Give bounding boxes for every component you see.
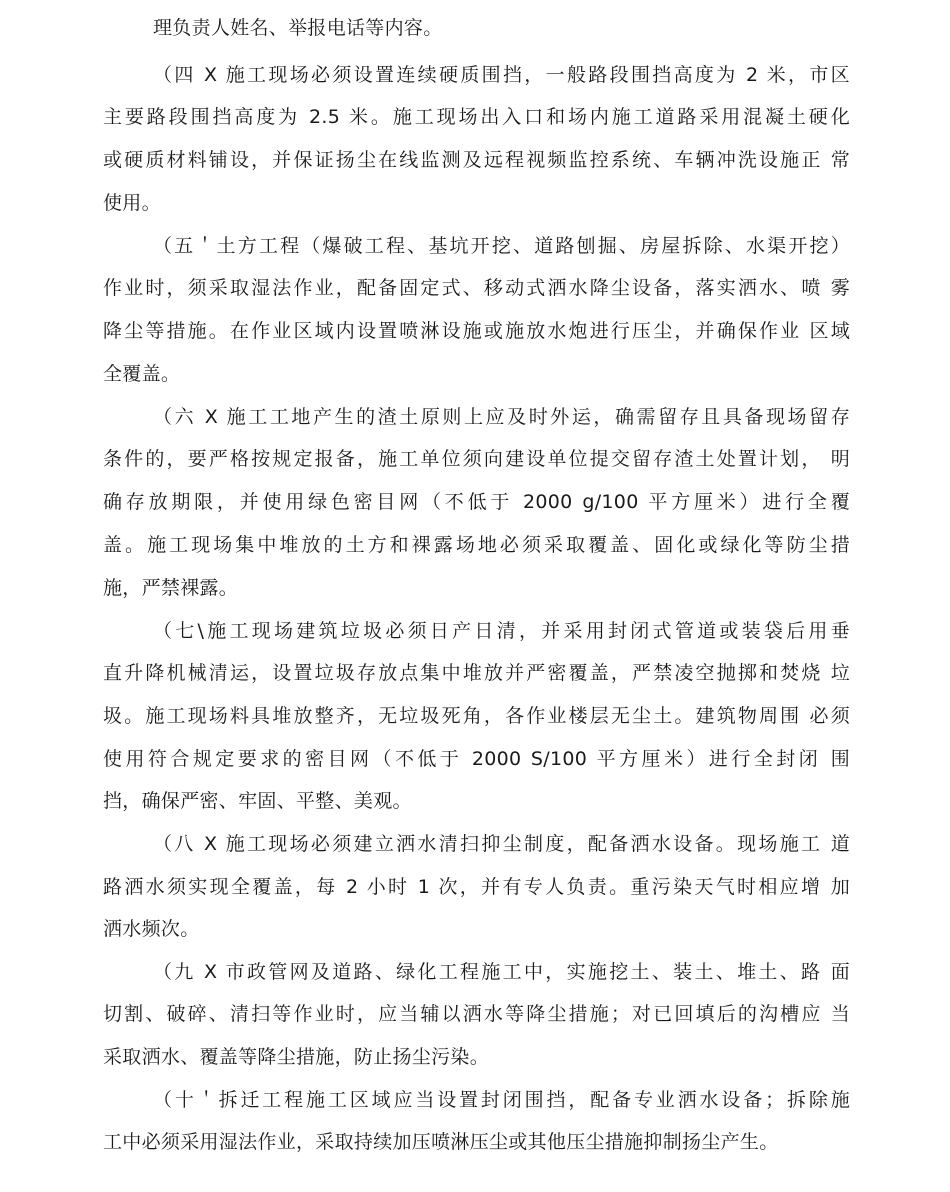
paragraph-line: 理负责人姓名、举报电话等内容。: [153, 17, 443, 39]
paragraph-line: 洒水频次。: [103, 918, 200, 940]
paragraph-line: 使用。: [103, 192, 161, 214]
paragraph-line: 直升降机械清运，设置垃圾存放点集中堆放并严密覆盖，严禁凌空抛掷和焚烧 垃: [103, 662, 850, 684]
paragraph-line: 或硬质材料铺设，并保证扬尘在线监测及远程视频监控系统、车辆冲洗设施正 常: [103, 149, 850, 171]
paragraph-line: （四 X 施工现场必须设置连续硬质围挡，一般路段围挡高度为 2 米，市区: [153, 64, 850, 86]
paragraph-line: 路洒水须实现全覆盖，每 2 小时 1 次，并有专人负责。重污染天气时相应增 加: [103, 876, 850, 898]
paragraph-line: （九 X 市政管网及道路、绿化工程施工中，实施挖土、装土、堆土、路 面: [153, 961, 850, 983]
paragraph-line: （七\施工现场建筑垃圾必须日产日清，并采用封闭式管道或装袋后用垂: [153, 620, 850, 642]
paragraph-line: 圾。施工现场料具堆放整齐，无垃圾死角，各作业楼层无尘土。建筑物周围 必须: [103, 705, 850, 727]
paragraph-line: 主要路段围挡高度为 2.5 米。施工现场出入口和场内施工道路采用混凝土硬化: [103, 106, 850, 128]
paragraph-line: 使用符合规定要求的密目网（不低于 2000 S/100 平方厘米）进行全封闭 围: [103, 748, 850, 770]
paragraph-line: 工中必须采用湿法作业，采取持续加压喷淋压尘或其他压尘措施抑制扬尘产生。: [103, 1131, 779, 1153]
paragraph-line: （五＇土方工程（爆破工程、基坑开挖、道路刨掘、房屋拆除、水渠开挖）: [153, 235, 850, 257]
paragraph-line: 采取洒水、覆盖等降尘措施，防止扬尘污染。: [103, 1046, 490, 1068]
paragraph-line: 全覆盖。: [103, 363, 181, 385]
paragraph-line: 条件的，要严格按规定报备，施工单位须向建设单位提交留存渣土处置计划， 明: [103, 448, 850, 470]
paragraph-line: 确存放期限，并使用绿色密目网（不低于 2000 g/100 平方厘米）进行全覆: [103, 491, 850, 513]
paragraph-line: 降尘等措施。在作业区域内设置喷淋设施或施放水炮进行压尘，并确保作业 区域: [103, 320, 850, 342]
paragraph-line: （六 X 施工工地产生的渣土原则上应及时外运，确需留存且具备现场留存: [153, 406, 850, 428]
paragraph-line: （十＇拆迁工程施工区域应当设置封闭围挡，配备专业洒水设备；拆除施: [153, 1089, 850, 1111]
paragraph-line: 作业时，须采取湿法作业，配备固定式、移动式洒水降尘设备，落实洒水、喷 雾: [103, 277, 850, 299]
paragraph-line: 挡，确保严密、牢固、平整、美观。: [103, 790, 412, 812]
paragraph-line: （八 X 施工现场必须建立洒水清扫抑尘制度，配备洒水设备。现场施工 道: [153, 833, 850, 855]
paragraph-line: 施，严禁裸露。: [103, 577, 239, 599]
paragraph-line: 盖。施工现场集中堆放的土方和裸露场地必须采取覆盖、固化或绿化等防尘措: [103, 534, 850, 556]
paragraph-line: 切割、破碎、清扫等作业时，应当辅以洒水等降尘措施；对已回填后的沟槽应 当: [103, 1003, 850, 1025]
